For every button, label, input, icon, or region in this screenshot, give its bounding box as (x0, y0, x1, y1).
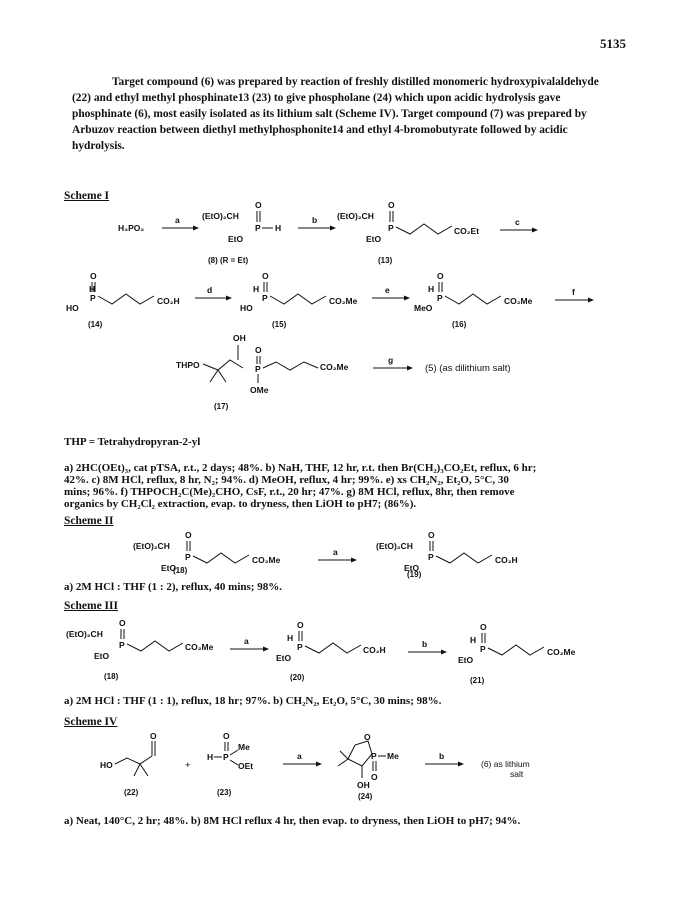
compound-24-hydroxy: OH (357, 780, 370, 790)
compound-18b-ester: CO₂Me (185, 642, 214, 652)
compound-15-ester: CO₂Me (329, 296, 358, 306)
intro-line: hydrolysis. (72, 140, 125, 152)
compound-22-backbone (115, 756, 152, 764)
compound-16-oxygen: O (437, 271, 444, 281)
compound-8-phosphorus: P (255, 223, 261, 233)
compound-24-ring (348, 741, 372, 766)
arrow-c-label: c (515, 217, 520, 227)
compound-21-ester: CO₂Me (547, 647, 576, 657)
compound-24-phosphorus: P (371, 751, 377, 761)
compound-16-hydrogen: H (428, 284, 435, 294)
compound-20-phosphorus: P (297, 642, 303, 652)
compound-23-methyl: Me (238, 742, 250, 752)
compound-13-ester: CO₂Et (454, 226, 480, 236)
compound-19-label: (19) (407, 570, 422, 579)
compound-8-label: (8) (R = Et) (208, 256, 249, 265)
arrow-b-label: b (312, 215, 318, 225)
thp-definition: THP = Tetrahydropyran-2-yl (64, 436, 201, 448)
compound-17-label: (17) (214, 402, 229, 411)
compound-20-hydrogen: H (287, 633, 294, 643)
scheme-2-conditions: a) 2M HCl : THF (1 : 2), reflux, 40 mins; 98%. (64, 581, 282, 593)
compound-16-ester: CO₂Me (504, 296, 533, 306)
compound-19-acid: CO₂H (495, 555, 518, 565)
scheme-1-heading: Scheme I (64, 190, 110, 202)
compound-13-label: (13) (378, 256, 393, 265)
compound-15-phosphorus: P (262, 293, 268, 303)
arrow-g-label: g (388, 355, 394, 365)
compound-13-phosphorus: P (388, 223, 394, 233)
scheme-4-heading: Scheme IV (64, 716, 118, 728)
compound-24-methyl: Me (387, 751, 399, 761)
compound-14-chain (98, 294, 154, 304)
conditions-line: a) 2HC(OEt)₃, cat pTSA, r.t., 2 days; 48%. b) NaH, THF, 12 hr, r.t. then Br(CH₂)₃CO₂Et, reflux, 6 hr; (64, 462, 537, 474)
intro-line: phosphinate (6), most easily isolated as its lithium salt (Scheme IV). Target compound (7) was prepared by (72, 108, 587, 120)
h3po2-formula: H₃PO₂ (118, 223, 145, 233)
compound-24-ring-oxygen: O (364, 732, 371, 742)
compound-21-oxygen: O (480, 622, 487, 632)
arrow-a-label: a (175, 215, 180, 225)
scheme-3-conditions: a) 2M HCl : THF (1 : 1), reflux, 18 hr; 97%. b) CH₂N₂, Et₂O, 5°C, 30 mins; 98%. (64, 695, 442, 707)
compound-17-backbone (203, 360, 243, 370)
compound-18-ethoxy: EtO (161, 563, 177, 573)
compound-18-label: (18) (173, 566, 188, 575)
product-5: (5) (as dilithium salt) (425, 363, 511, 374)
conditions-line: organics by CH₂Cl₂ extraction, evap. to dryness, then LiOH to pH7; (86%). (64, 498, 417, 510)
compound-19-diethoxymethyl: (EtO)₂CH (376, 541, 413, 551)
arrow-f-label: f (572, 287, 575, 297)
product-6-line1: (6) as lithium (481, 759, 530, 769)
compound-17-chain (263, 362, 318, 370)
compound-20-oxygen: O (297, 620, 304, 630)
compound-16-phosphorus: P (437, 293, 443, 303)
intro-line: Target compound (6) was prepared by reaction of freshly distilled monomeric hydroxypivalaldehyde (112, 76, 599, 88)
compound-17-hydroxy: OH (233, 333, 246, 343)
compound-17-thp-ether: THPO (176, 360, 200, 370)
compound-8-oxygen: O (255, 200, 262, 210)
compound-17-phosphorus: P (255, 364, 261, 374)
compound-16-methoxy: MeO (414, 303, 433, 313)
compound-23-phosphorus: P (223, 752, 229, 762)
compound-13-diethoxymethyl: (EtO)₂CH (337, 211, 374, 221)
compound-18b-ethoxy: EtO (94, 651, 110, 661)
compound-23-oxygen: O (223, 731, 230, 741)
compound-23-hydrogen: H (207, 752, 214, 762)
scheme-4-arrow-a-label: a (297, 751, 302, 761)
compound-23-ethoxy: OEt (238, 761, 254, 771)
compound-20-chain (305, 643, 361, 653)
scheme-4-diagram (0, 728, 676, 808)
compound-17-ester: CO₂Me (320, 362, 349, 372)
compound-15-hydrogen: H (253, 284, 260, 294)
compound-18-oxygen: O (185, 530, 192, 540)
scheme-3-heading: Scheme III (64, 600, 118, 612)
compound-21-phosphorus: P (480, 644, 486, 654)
product-6-line2: salt (510, 769, 524, 779)
compound-17-oxygen: O (255, 345, 262, 355)
conditions-line: 42%. c) 8M HCl, reflux, 8 hr, N₂; 94%. d) MeOH, reflux, 4 hr; 99%. e) xs CH₂N₂, Et₂O, 5°C, 30 (64, 474, 509, 486)
intro-line: Arbuzov reaction between diethyl methylphosphonite14 and ethyl 4-bromobutyrate followed by acidic (72, 124, 568, 136)
compound-14-acid: CO₂H (157, 296, 180, 306)
compound-14-phosphorus: P (90, 293, 96, 303)
compound-15-label: (15) (272, 320, 287, 329)
compound-21-ethoxy: EtO (458, 655, 474, 665)
compound-18-diethoxymethyl: (EtO)₂CH (133, 541, 170, 551)
compound-22-hydroxy: HO (100, 760, 113, 770)
page-number: 5135 (600, 36, 626, 51)
compound-19-ethoxy: EtO (404, 563, 420, 573)
scheme-1-conditions (64, 462, 616, 510)
compound-16-label: (16) (452, 320, 467, 329)
scheme-2-arrow-a-label: a (333, 547, 338, 557)
compound-18b-diethoxymethyl: (EtO)₂CH (66, 629, 103, 639)
compound-21-chain (488, 645, 544, 655)
compound-24-phosphoryl-oxygen: O (371, 772, 378, 782)
compound-20-ethoxy: EtO (276, 653, 292, 663)
compound-8-ethoxy: EtO (228, 234, 244, 244)
compound-14-hydrogen: H (89, 284, 96, 294)
compound-18b-chain (127, 641, 183, 651)
scheme-1-diagram (0, 200, 676, 440)
intro-paragraph (72, 74, 612, 154)
compound-17-methoxy: OMe (250, 385, 269, 395)
arrow-e-label: e (385, 285, 390, 295)
compound-21-hydrogen: H (470, 635, 477, 645)
compound-18-phosphorus: P (185, 552, 191, 562)
compound-16-chain (445, 294, 501, 304)
scheme-3-arrow-b-label: b (422, 639, 428, 649)
compound-21-label: (21) (470, 676, 485, 685)
plus-sign: + (185, 760, 191, 771)
compound-23-label: (23) (217, 788, 232, 797)
compound-15-hydroxy: HO (240, 303, 253, 313)
intro-line: (22) and ethyl methyl phosphinate13 (23) to give phospholane (24) which upon acidic hydrolysis gave (72, 92, 561, 104)
compound-18b-oxygen: O (119, 618, 126, 628)
compound-24-label: (24) (358, 792, 373, 801)
compound-8-hydrogen: H (275, 223, 282, 233)
conditions-line: mins; 96%. f) THPOCH₂C(Me)₂CHO, CsF, r.t., 20 hr; 47%. g) 8M HCl, reflux, 8hr, then remove (64, 486, 515, 498)
compound-14-oxygen: O (90, 271, 97, 281)
compound-13-chain (396, 224, 452, 234)
compound-19-phosphorus: P (428, 552, 434, 562)
compound-19-oxygen: O (428, 530, 435, 540)
compound-13-ethoxy: EtO (366, 234, 382, 244)
compound-14-hydroxy: HO (66, 303, 79, 313)
compound-22-label: (22) (124, 788, 139, 797)
scheme-3-diagram (0, 612, 676, 692)
compound-22-oxygen: O (150, 731, 157, 741)
compound-20-acid: CO₂H (363, 645, 386, 655)
compound-18b-label: (18) (104, 672, 119, 681)
compound-18b-phosphorus: P (119, 640, 125, 650)
scheme-4-arrow-b-label: b (439, 751, 445, 761)
compound-15-chain (270, 294, 326, 304)
scheme-2-heading: Scheme II (64, 515, 114, 527)
compound-15-oxygen: O (262, 271, 269, 281)
compound-8-diethoxymethyl: (EtO)₂CH (202, 211, 239, 221)
arrow-d-label: d (207, 285, 213, 295)
scheme-2-labels (0, 560, 676, 582)
compound-18-ester: CO₂Me (252, 555, 281, 565)
scheme-4-conditions: a) Neat, 140°C, 2 hr; 48%. b) 8M HCl reflux 4 hr, then evap. to dryness, then LiOH to pH7; 94%. (64, 815, 521, 827)
compound-14-label: (14) (88, 320, 103, 329)
compound-13-oxygen: O (388, 200, 395, 210)
scheme-3-arrow-a-label: a (244, 636, 249, 646)
compound-20-label: (20) (290, 673, 305, 682)
